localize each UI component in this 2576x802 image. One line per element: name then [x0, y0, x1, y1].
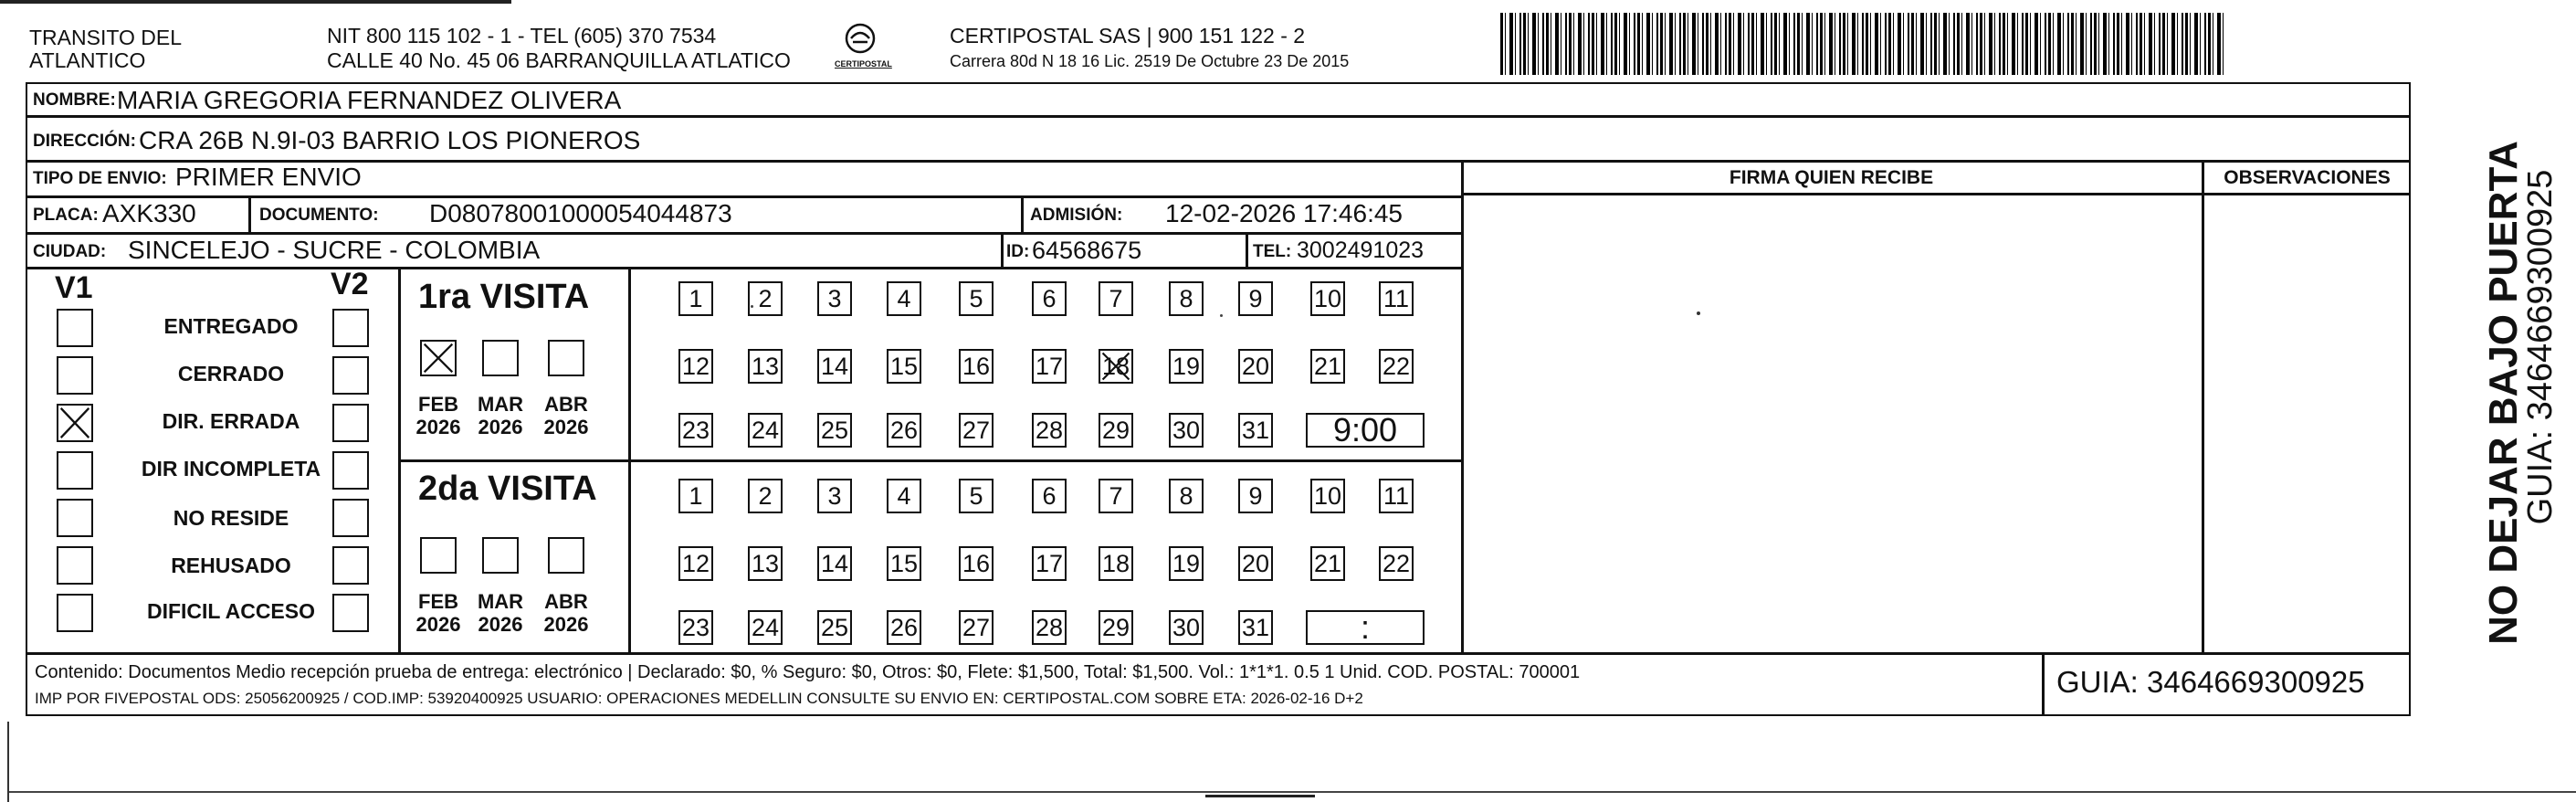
day-cell[interactable]: 23: [678, 413, 713, 448]
col-line: [1001, 232, 1004, 267]
day-cell[interactable]: 3: [817, 479, 852, 513]
nit-line: NIT 800 115 102 - 1 - TEL (605) 370 7534: [327, 24, 717, 47]
footer-guia: GUIA: 3464669300925: [2056, 665, 2365, 699]
v2-checkbox[interactable]: [332, 404, 369, 442]
tel-label: TEL:: [1253, 242, 1292, 261]
id-value: 64568675: [1032, 237, 1142, 264]
side-guia: GUIA: 3464669300925: [2521, 169, 2560, 525]
contenido-text: Contenido: Documentos Medio recepción prueba de entrega: electrónico | Declarado: $0, % Seguro: $0, Otros: $0, Flete: $1,500, Total: $1,500. Vol.: 1*1*1. 0.5 1 Unid. COD. POSTAL: 700001: [35, 662, 1581, 682]
col-line: [2042, 652, 2045, 716]
pen-dot: [1697, 311, 1700, 315]
tipo-envio-value: PRIMER ENVIO: [175, 163, 362, 191]
day-cell[interactable]: 6: [1032, 281, 1067, 316]
status-option-label: DIR INCOMPLETA: [141, 457, 321, 480]
status-option-label: DIR. ERRADA: [162, 409, 300, 433]
direccion-label: DIRECCIÓN:: [33, 132, 136, 151]
license-line: Carrera 80d N 18 16 Lic. 2519 De Octubre 23 De 2015: [950, 52, 1350, 70]
id-label: ID:: [1006, 242, 1030, 261]
imp-text: IMP POR FIVEPOSTAL ODS: 25056200925 / COD.IMP: 53920400925 USUARIO: OPERACIONES MEDELLIN CONSULTE SU ENVIO EN: CERTIPOSTAL.COM SOBRE ETA: 2026-02-16 D+2: [35, 690, 1363, 707]
v1-checkbox[interactable]: [57, 499, 93, 537]
col-line: [2202, 160, 2204, 652]
day-cell[interactable]: 31: [1238, 610, 1273, 645]
pen-dot: [1220, 314, 1223, 317]
v1-checkbox[interactable]: [57, 356, 93, 395]
day-cell[interactable]: 2: [748, 281, 783, 316]
day-cell[interactable]: 23: [678, 610, 713, 645]
day-cell[interactable]: 28: [1032, 413, 1067, 448]
visit-1-title: 1ra VISITA: [418, 278, 590, 316]
month-checkbox[interactable]: [420, 537, 457, 574]
day-cell[interactable]: 8: [1169, 479, 1204, 513]
row-line: [1461, 193, 2411, 195]
day-cell[interactable]: 15: [887, 349, 921, 384]
certipostal-line: CERTIPOSTAL SAS | 900 151 122 - 2: [950, 24, 1306, 47]
v2-checkbox[interactable]: [332, 546, 369, 585]
month-label: ABR 2026: [543, 590, 589, 637]
v2-checkbox[interactable]: [332, 499, 369, 537]
day-cell[interactable]: 18: [1099, 546, 1133, 581]
documento-value: D08078001000054044873: [429, 199, 732, 227]
row-line: [26, 115, 2411, 118]
day-cell[interactable]: 29: [1099, 413, 1133, 448]
day-cell[interactable]: 7: [1099, 281, 1133, 316]
tel-value: 3002491023: [1297, 237, 1425, 263]
month-checkbox[interactable]: [548, 340, 584, 376]
col-line: [1246, 232, 1248, 267]
scan-edge-left: [7, 722, 9, 802]
day-cell[interactable]: 1: [678, 479, 713, 513]
month-label: MAR 2026: [477, 393, 524, 439]
day-cell[interactable]: 14: [817, 349, 852, 384]
v2-checkbox[interactable]: [332, 309, 369, 347]
day-cell[interactable]: 13: [748, 546, 783, 581]
day-cell[interactable]: 16: [959, 349, 994, 384]
row-line: [398, 459, 1461, 462]
nombre-label: NOMBRE:: [33, 90, 116, 110]
day-cell[interactable]: 8: [1169, 281, 1204, 316]
day-cell[interactable]: 9: [1238, 479, 1273, 513]
v1-checkbox[interactable]: [57, 546, 93, 585]
day-cell[interactable]: 25: [817, 610, 852, 645]
day-cell[interactable]: 22: [1379, 546, 1414, 581]
v1-label: V1: [55, 270, 93, 305]
time-field[interactable]: 9:00: [1306, 413, 1425, 448]
status-option-label: CERRADO: [177, 362, 285, 385]
day-cell[interactable]: 13: [748, 349, 783, 384]
day-cell[interactable]: 5: [959, 479, 994, 513]
day-cell[interactable]: 28: [1032, 610, 1067, 645]
v1-checkbox[interactable]: [57, 451, 93, 490]
v1-checkbox[interactable]: [57, 404, 93, 442]
day-cell[interactable]: 30: [1169, 413, 1204, 448]
tipo-envio-label: TIPO DE ENVIO:: [33, 169, 167, 188]
status-option-label: DIFICIL ACCESO: [146, 599, 315, 623]
month-label: FEB 2026: [415, 393, 461, 439]
day-cell[interactable]: 9: [1238, 281, 1273, 316]
day-cell[interactable]: 17: [1032, 546, 1067, 581]
ciudad-label: CIUDAD:: [33, 242, 107, 261]
no-dejar-bajo-puerta: NO DEJAR BAJO PUERTA: [2481, 141, 2526, 645]
v2-checkbox[interactable]: [332, 451, 369, 490]
day-cell[interactable]: 14: [817, 546, 852, 581]
day-cell[interactable]: 11: [1379, 479, 1414, 513]
v2-label: V2: [331, 267, 369, 301]
company-name-line1: TRANSITO DEL: [29, 26, 182, 49]
day-cell[interactable]: 19: [1169, 349, 1204, 384]
day-cell[interactable]: 27: [959, 610, 994, 645]
day-cell[interactable]: 3: [817, 281, 852, 316]
scan-mark-bottom: [1205, 795, 1315, 797]
day-cell[interactable]: 20: [1238, 546, 1273, 581]
day-cell[interactable]: 27: [959, 413, 994, 448]
day-cell[interactable]: 21: [1310, 349, 1345, 384]
day-cell[interactable]: 12: [678, 349, 713, 384]
day-cell[interactable]: 11: [1379, 281, 1414, 316]
status-option-label: NO RESIDE: [173, 506, 289, 530]
v1-checkbox[interactable]: [57, 594, 93, 632]
v2-checkbox[interactable]: [332, 356, 369, 395]
day-cell[interactable]: 31: [1238, 413, 1273, 448]
nombre-value: MARIA GREGORIA FERNANDEZ OLIVERA: [117, 86, 622, 114]
day-cell[interactable]: 2: [748, 479, 783, 513]
day-cell[interactable]: 18: [1099, 349, 1133, 384]
col-line: [248, 195, 251, 232]
admision-value: 12-02-2026 17:46:45: [1165, 199, 1403, 227]
day-cell[interactable]: 26: [887, 610, 921, 645]
address-line: CALLE 40 No. 45 06 BARRANQUILLA ATLATICO: [327, 48, 791, 72]
month-label: ABR 2026: [543, 393, 589, 439]
row-line: [26, 160, 2411, 163]
v1-checkbox[interactable]: [57, 309, 93, 347]
barcode: [1500, 13, 2224, 75]
admision-label: ADMISIÓN:: [1030, 206, 1123, 225]
day-cell[interactable]: 7: [1099, 479, 1133, 513]
day-cell[interactable]: 10: [1310, 281, 1345, 316]
logo-text: CERTIPOSTAL: [835, 59, 892, 69]
pen-dot: [751, 305, 753, 308]
day-cell[interactable]: 15: [887, 546, 921, 581]
day-cell[interactable]: 24: [748, 413, 783, 448]
day-cell[interactable]: 26: [887, 413, 921, 448]
day-cell[interactable]: 22: [1379, 349, 1414, 384]
status-option-label: REHUSADO: [171, 554, 291, 577]
month-checkbox[interactable]: [482, 340, 519, 376]
day-cell[interactable]: 24: [748, 610, 783, 645]
day-cell[interactable]: 21: [1310, 546, 1345, 581]
direccion-value: CRA 26B N.9I-03 BARRIO LOS PIONEROS: [139, 126, 641, 154]
visit-2-title: 2da VISITA: [418, 470, 597, 508]
company-name-line2: ATLANTICO: [29, 48, 146, 72]
placa-label: PLACA:: [33, 206, 99, 225]
col-line: [1461, 160, 1464, 652]
month-label: MAR 2026: [477, 590, 524, 637]
day-cell[interactable]: 20: [1238, 349, 1273, 384]
day-cell[interactable]: 30: [1169, 610, 1204, 645]
time-field[interactable]: :: [1306, 610, 1425, 645]
col-line: [1021, 195, 1024, 232]
day-cell[interactable]: 29: [1099, 610, 1133, 645]
ciudad-value: SINCELEJO - SUCRE - COLOMBIA: [128, 236, 541, 264]
day-cell[interactable]: 10: [1310, 479, 1345, 513]
row-line: [26, 652, 2411, 655]
day-cell[interactable]: 4: [887, 479, 921, 513]
month-checkbox[interactable]: [548, 537, 584, 574]
row-line: [26, 195, 1461, 198]
day-cell[interactable]: 5: [959, 281, 994, 316]
day-cell[interactable]: 19: [1169, 546, 1204, 581]
status-option-label: ENTREGADO: [163, 314, 299, 338]
month-checkbox[interactable]: [482, 537, 519, 574]
scan-edge-bottom: [9, 791, 2576, 793]
day-cell[interactable]: 6: [1032, 479, 1067, 513]
day-cell[interactable]: 16: [959, 546, 994, 581]
v2-checkbox[interactable]: [332, 594, 369, 632]
day-cell[interactable]: 17: [1032, 349, 1067, 384]
day-cell[interactable]: 1: [678, 281, 713, 316]
firma-label: FIRMA QUIEN RECIBE: [1729, 167, 1934, 188]
month-checkbox[interactable]: [420, 340, 457, 376]
day-cell[interactable]: 4: [887, 281, 921, 316]
day-cell[interactable]: 25: [817, 413, 852, 448]
placa-value: AXK330: [102, 199, 196, 227]
observaciones-label: OBSERVACIONES: [2224, 167, 2391, 188]
scan-edge-top: [0, 0, 511, 4]
row-line: [26, 267, 1461, 269]
month-label: FEB 2026: [415, 590, 461, 637]
day-cell[interactable]: 12: [678, 546, 713, 581]
documento-label: DOCUMENTO:: [259, 206, 379, 225]
